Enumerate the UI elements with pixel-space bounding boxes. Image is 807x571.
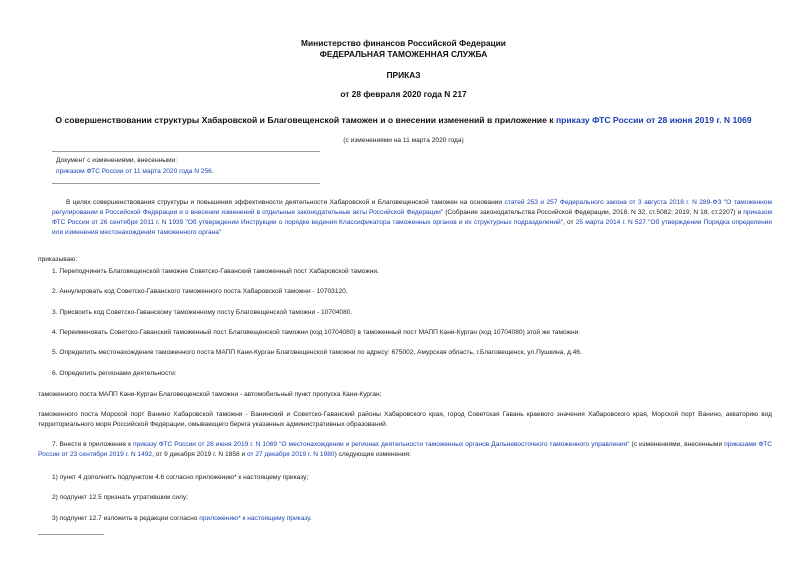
item-6b: таможенного поста Морской порт Ванино Хабаровской таможни - Ванинский и Советско-Гаванский районы Хабаровского края, город Советская Гавань краевого значения Хабаровского края, Морской порт Ванино, акваторию вод территориального моря Российской Федерации, омывающего берега указанных административных образований.	[38, 411, 772, 428]
page-title	[0, 115, 807, 125]
date-number: от 28 февраля 2020 года N 217	[340, 89, 467, 99]
changes-box-link[interactable]: приказом ФТС России от 11 марта 2020 года N 256	[56, 168, 212, 175]
item-7-text-1: 7. Внести в приложение к	[52, 441, 134, 448]
order-word: приказываю:	[38, 256, 78, 263]
ministry-name: Министерство финансов Российской Федерации	[301, 38, 506, 48]
item-7-text-2: (с изменениями, внесенными	[629, 441, 725, 448]
item-5: 5. Определить местонахождение таможенного поста МАПП Кани-Курган Благовещенской таможни по адресу: 675002, Амурская область, г.Благовещенск, ул.Пушкина, д.46.	[52, 349, 582, 356]
sub-item-2: 2) подпункт 12.5 признать утратившим силу;	[52, 494, 189, 501]
item-7-text-3: , от 9 декабря 2019 г. N 1858 и	[152, 451, 248, 458]
item-7-link-3[interactable]: от 27 декабря 2019 г. N 1980	[247, 451, 335, 458]
footnote-divider	[38, 534, 104, 535]
document-type: ПРИКАЗ	[386, 70, 421, 80]
item-6a: таможенного поста МАПП Кани-Курган Благовещенской таможни - автомобильный пункт пропуска Кани-Курган;	[38, 391, 382, 398]
sub-item-3-text: 3) подпункт 12.7 изложить в редакции согласно	[52, 515, 200, 522]
divider	[52, 183, 320, 184]
item-3: 3. Присвоить код Советско-Гаванскому таможенному посту Благовещенской таможни - 10704080.	[52, 309, 353, 316]
amendment-note: (с изменениями на 11 марта 2020 года)	[343, 137, 464, 144]
divider	[52, 151, 320, 152]
sub-item-3-link[interactable]: приложению* к настоящему приказу	[199, 515, 310, 522]
item-2: 2. Аннулировать код Советско-Гаванского таможенного поста Хабаровской таможни - 10703120.	[52, 288, 348, 295]
sub-item-3-end: .	[309, 515, 312, 522]
item-6: 6. Определить регионами деятельности:	[52, 370, 177, 377]
changes-box-link-line	[56, 167, 214, 177]
service-name: ФЕДЕРАЛЬНАЯ ТАМОЖЕННАЯ СЛУЖБА	[319, 49, 488, 59]
item-7-text-4: ) следующие изменения:	[334, 451, 411, 458]
item-4: 4. Переименовать Советско-Гаванский таможенный пост Благовещенской таможни (код 10704080) в таможенный пост МАПП Кани-Курган (код 10704080) этой же таможни.	[52, 329, 581, 336]
preamble-text-1: В целях совершенствования структуры и повышения эффективности деятельности Хабаровской и Благовещенской таможен на основании	[66, 199, 505, 206]
sub-item-1: 1) пункт 4 дополнить подпунктом 4.6 согласно приложению* к настоящему приказу;	[52, 474, 309, 481]
preamble	[52, 198, 772, 238]
preamble-link-2[interactable]: приказом ФТС России от 26 сентября 2011 г. N 1939 "Об утверждении Инструкции о порядке ведения Классификатора таможенных органов и их структурных подразделений"	[52, 209, 772, 226]
preamble-text-3: , от	[563, 219, 576, 226]
item-7-link-2[interactable]: приказами ФТС России от 23 сентября 2019 г. N 1492	[38, 441, 772, 458]
item-1: 1. Переподчинить Благовещенской таможне Советско-Гаванский таможенный пост Хабаровской таможни.	[52, 268, 379, 275]
preamble-link-3[interactable]: 25 марта 2014 г. N 527 "Об утверждении Порядка определения или изменения местонахождения таможенного органа"	[52, 219, 772, 236]
item-7	[38, 440, 772, 460]
preamble-link-1[interactable]: статей 253 и 257 Федерального закона от 3 августа 2018 г. N 289-ФЗ "О таможенном регулировании в Российской Федерации и о внесении изменений в отдельные законодательные акты Российской Федерации"	[52, 199, 772, 216]
preamble-text-2: (Собрание законодательства Российской Федерации, 2018, N 32, ст.5082; 2019, N 18, ст.2207) и	[443, 209, 744, 216]
title-text: О совершенствовании структуры Хабаровской и Благовещенской таможен и о внесении изменений в приложение к	[55, 115, 556, 125]
title-link[interactable]: приказу ФТС России от 28 июня 2019 г. N 1069	[555, 115, 752, 125]
changes-box-end: .	[211, 168, 214, 175]
item-7-link-1[interactable]: приказу ФТС России от 28 июня 2019 г. N 1069 "О местонахождении и регионах деятельности таможенных органов Дальневосточного таможенного управления"	[133, 441, 630, 448]
changes-box-label: Документ с изменениями, внесенными:	[56, 157, 178, 164]
sub-item-3	[52, 515, 312, 522]
